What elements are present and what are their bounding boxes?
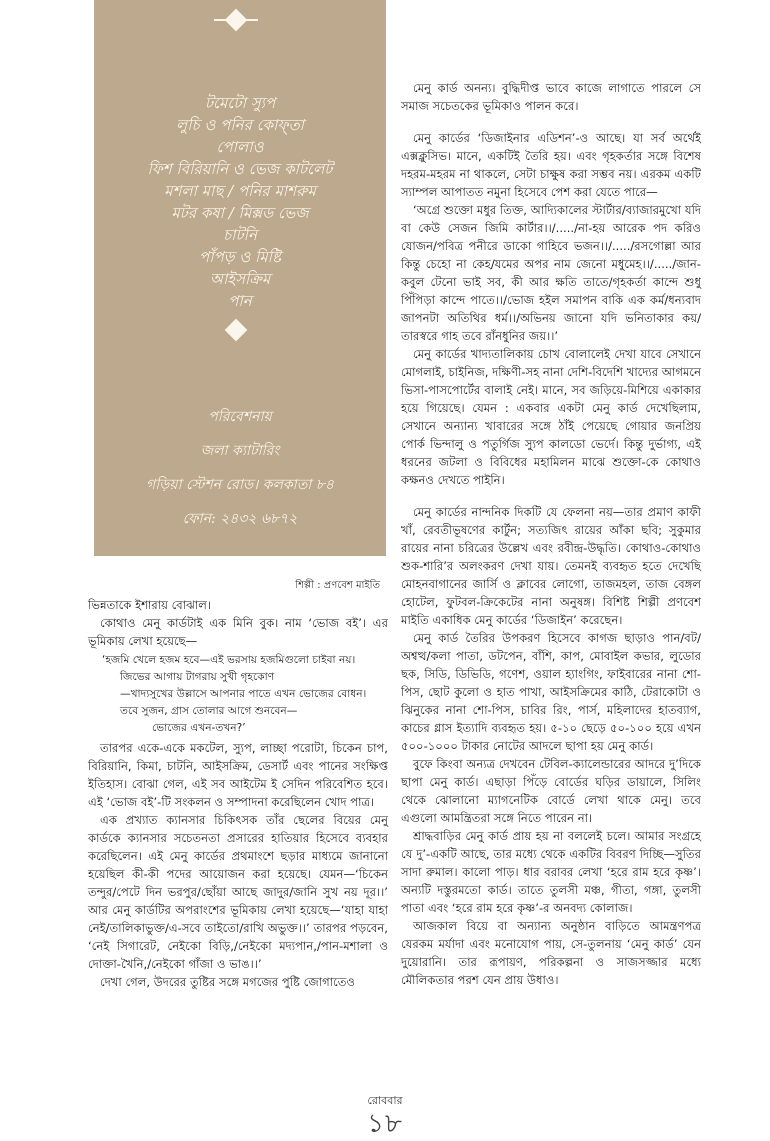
menu-item: পাঁপড় ও মিষ্টি — [199, 248, 281, 266]
verse-line: ‘হজমি খেলে হজম হবে—এই ভরসায় হজমিগুলো চাইবা নয়। — [102, 654, 356, 666]
page-number: ১৮ — [367, 1109, 403, 1139]
paragraph: মেনু কার্ড তৈরির উপকরণ হিসেবে কাগজ ছাড়াও পান/বট/অশ্বত্থ/কলা পাতা, ডটপেন, বাঁশি, কাপ, মোবাইল কভার, লুডোর ছক, সিডি, ডিভিডি, গণেশ, ওয়াল হ্যাংগিং, ফাইবারের নানা শো-পিস, ছোট কুলো ও হাত পাখা, আইসক্রিমের কাঠি, টেরাকোটা ও ঝিনুকের নানা শো-পিস, চাবির রিং, পার্স, মহিলাদের হাতব্যাগ, কাচের গ্লাস ইত্যাদি ব্যবহৃত হয়। ৫-১০ ছেড়ে ৫০-১০০ হয়ে এখন ৫০০-১০০০ টাকার নোটের আদলে ছাপা হয় মেনু কার্ড। — [401, 631, 701, 753]
paragraph: মেনু কার্ড অনন্য। বুদ্ধিদীপ্ত ভাবে কাজে লাগাতে পারলে সে সমাজ সচেতকের ভূমিকাও পালন করে। — [401, 81, 701, 113]
verse-block — [102, 652, 388, 737]
paragraph: শ্রাদ্ধবাড়ির মেনু কার্ড প্রায় হয় না বললেই চলে। আমার সংগ্রহে যে দু’-একটি আছে, তার মধ্যে থেকে একটির বিবরণ দিচ্ছি—সুতির সাদা রুমাল। কালো পাড়। ধার বরাবর লেখা ‘হরে রাম হরে কৃষ্ণ’। অন্যটি দস্তুরমতো কার্ড। তাতে তুলসী মঞ্চ, গীতা, গঙ্গা, তুলসী পাতা এবং ‘হরে রাম হরে কৃষ্ণ’-র অনবদ্য কোলাজ। — [401, 829, 701, 915]
menu-item: ফিশ বিরিয়ানি ও ভেজ কাটলেট — [147, 160, 333, 178]
caterer-line: গড়িয়া স্টেশন রোড। কলকাতা ৮৪ — [146, 477, 334, 493]
quoted-verse: ‘অগ্রে শুক্তো মধুর তিক্ত, আদ্যিকালের স্টার্টার/ব্যাজারমুখো যদি বা কেউ সেজন জিমি কার্টার।।/...../না-হয় আরেক পদ করিও যোজন/পবিত্র পনীরে ডাকো গাহিবে ভজন।।/...../রসগোল্লা আর কিন্তু চেহো না কেহ/যমের অপর নাম জেনো মধুমেহ।।/...../জান-কবুল টেনো ভাই সব, কী আর ক্ষতি তাতে/গৃহকর্তা কান্দে শুধু পিঁপিড়া কান্দে পাতে।।/ভোজ হইল সমাপন বাকি এক কর্ম/ধন্যবাদ জাপনটা অতিথির ধর্ম।।/অভিনয় জানো যদি ভনিতাকার কয়/তারস্বরে গাহ তবে রাঁনধুনির জয়।।’ — [401, 203, 701, 343]
menu-item: চাটনি — [223, 226, 257, 244]
diamond-ornament-icon — [225, 319, 248, 342]
paragraph: মেনু কার্ডের নান্দনিক দিকটি যে ফেলনা নয়—তার প্রমাণ কাফী খাঁ, রেবতীভূষণের কার্টুন; সত্যজিৎ রায়ের আঁকা ছবি; সুকুমার রায়ের নানা চরিত্রের উল্লেখ এবং রবীন্দ্র-উদ্ধৃতি। কোথাও-কোথাও শুক-শারি’র অলংকরণ দেখা যায়। তেমনই ব্যবহৃত হতে দেখেছি মোহনবাগানের জার্সি ও ক্লাবের লোগো, তাজমহল, তাজ বেঙ্গল হোটেল, ফুটবল-ক্রিকেটের নানা অনুষঙ্গ। বিশিষ্ট শিল্পী প্রণবেশ মাইতি একাধিক মেনু কার্ডের ‘ডিজাইন’ করেছেন। — [401, 505, 701, 627]
caterer-info — [94, 400, 386, 536]
menu-item: মটর কষা / মিক্সড ভেজ — [171, 204, 309, 222]
paragraph: কোথাও মেনু কার্ডটাই এক মিনি বুক। নাম ‘ভোজ বই’। এর ভূমিকায় লেখা হয়েছে— — [88, 616, 388, 648]
menu-item: মশলা মাছ / পনির মাশরুম — [164, 182, 316, 200]
menu-item: লুচি ও পনির কোফ্তা — [176, 116, 304, 134]
ornament-icon — [225, 9, 248, 32]
caterer-line: পরিবেশনায় — [208, 409, 272, 425]
right-column — [401, 79, 701, 989]
paragraph: আজকাল বিয়ে বা অন্যান্য অনুষ্ঠান বাড়িতে আমন্ত্রণপত্র যেরকম মর্যাদা এবং মনোযোগ পায়, সে-তুলনায় ‘মেনু কার্ড’ যেন দুয়োরানি। তার রূপায়ণ, পরিকল্পনা ও সাজসজ্জার মধ্যে মৌলিকতার পরশ যেন প্রায় উধাও। — [401, 919, 701, 987]
menu-list — [94, 92, 386, 312]
image-caption: শিল্পী : প্রণবেশ মাইতি — [295, 580, 380, 591]
verse-line: জিভের আগায় টাগরায় সুখী গৃহকোণ — [120, 671, 275, 683]
paragraph: দেখা গেল, উদরের তুষ্টির সঙ্গে মগজের পুষ্টি জোগাতেও — [100, 975, 355, 989]
paragraph: ভিন্নতাকে ইশারায় বোঝাল। — [88, 598, 212, 612]
menu-card-image — [94, 0, 386, 556]
paragraph: বুফে কিংবা অন্যত্র দেখবেন টেবিল-ক্যালেন্ডারের আদরে দু’দিকে ছাপা মেনু কার্ড। এছাড়া পিঁড়ে বোর্ডের ঘড়ির ডায়ালে, সিলিং থেকে ঝোলানো ম্যাগনেটিক বোর্ডে লেখা থাকে মেনু। তবে এগুলো আমন্ত্রিতরা সঙ্গে নিতে পারেন না। — [401, 757, 701, 825]
caterer-line: জলা ক্যাটারিং — [200, 443, 280, 459]
menu-item: পান — [228, 292, 252, 310]
left-column — [88, 596, 388, 991]
verse-line: —খাদ্যসুখের উল্লাসে আপনার পাতে এখন ভোজের বোধন। — [120, 688, 367, 700]
menu-item: টমেটো স্যুপ — [204, 94, 276, 112]
paragraph: মেনু কার্ডের খাদ্যতালিকায় চোখ বোলালেই দেখা যাবে সেখানে মোগলাই, চাইনিজ, দক্ষিণী-সহ নানা দেশি-বিদেশি খাদ্যের আগমনে ভিসা-পাসপোর্টের বালাই নেই। মানে, সব জড়িয়ে-মিশিয়ে একাকার হয়ে গিয়েছে। যেমন : একবার একটা মেনু কার্ড দেখেছিলাম, সেখানে অন্যান্য খাবারের সঙ্গে ঠাঁই পেয়েছে গোয়ার জনপ্রিয় পোর্ক ভিন্দালু ও পতুর্গিজ স্যুপ কালডো ভের্দে। কিন্তু দুর্ভাগ্য, এই ধরনের জটলা ও বিবিধের মহামিলন মাঝে শুক্তো-কে কোথাও কক্ষনও দেখতে পাইনি। — [401, 347, 701, 487]
paragraph: এক প্রখ্যাত ক্যানসার চিকিৎসক তাঁর ছেলের বিয়ের মেনু কার্ডকে ক্যানসার সচেতনতা প্রসারের হাতিয়ার হিসেবে ব্যবহার করেছিলেন। এই মেনু কার্ডের প্রথমাংশে ছড়ার মাধ্যমে জানানো হয়েছিল কী-কী পদের আয়োজন করা হয়েছে। যেমন—‘চিকেন তন্দুর/পেটে দিন ভরপুর/ছোঁয়া আছে জাদুর/জানি সুখ নয় দূর।।’ আর মেনু কার্ডটির অপরাংশের ভূমিকায় লেখা হয়েছে—‘যাহা যাহা নেই/তালিকাভুক্ত/এ-সবে তাইতো/রাখি অভুক্ত।।’ তারপর পড়বেন, ‘নেই সিগারেট, নেইকো বিড়ি,/নেইকো মদ্যপান,/পান-মশালা ও দোক্তা-খৈনি,/নেইকো গাঁজা ও ভাঙ।।’ — [88, 813, 388, 971]
verse-line: তবে সুজন, গ্রাস তোলার আগে শুনবেন— — [120, 705, 298, 717]
verse-line: ভোজের এখন-তখন?’ — [152, 722, 246, 734]
magazine-name: রোববার — [367, 1094, 403, 1107]
caterer-line: ফোন: ২৪৩২ ৬৮৭২ — [182, 511, 298, 527]
menu-item: পোলাও — [216, 138, 264, 156]
menu-item: আইসক্রিম — [209, 270, 271, 288]
page-footer — [345, 1092, 425, 1137]
paragraph: মেনু কার্ডের ‘ডিজাইনার এডিশন’-ও আছে। যা সর্ব অর্থেই এক্সক্লুসিভ। মানে, একটিই তৈরি হয়। এবং গৃহকর্তার সঙ্গে বিশেষ দহরম-মহরম না থাকলে, সেটা চাক্ষুষ করা সম্ভব নয়। এরকম একটি স্যাম্পল আপাতত নমুনা হিসেবে পেশ করা যেতে পারে— — [401, 131, 701, 199]
paragraph: তারপর একে-একে মকটেল, স্যুপ, লাচ্ছা পরোটা, চিকেন চাপ, বিরিয়ানি, কিমা, চাটনি, আইসক্রিম, ডেসার্ট এবং পানের সংক্ষিপ্ত ইতিহাস। বোঝা গেল, এই সব আইটেম ই সেদিন পরিবেশিত হবে। এই ‘ভোজ বই’-টি সংকলন ও সম্পাদনা করেছিলেন খোদ পাত্র। — [88, 741, 388, 809]
